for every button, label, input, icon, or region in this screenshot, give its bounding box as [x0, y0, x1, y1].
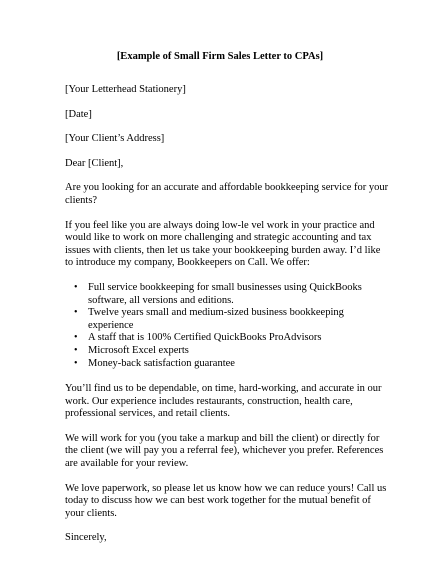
bullet-icon: •	[74, 357, 78, 369]
letter-body	[65, 84, 390, 557]
list-item	[65, 358, 390, 371]
salutation: Dear [Client],	[65, 157, 124, 169]
list-item-text: Money-back satisfaction guarantee	[88, 357, 235, 369]
paragraph-work-arrangement: We will work for you (you take a markup and bill the client) or directly for the client (we will pay you a referral fee), whichever you prefer. References are available for your review.	[65, 432, 384, 470]
paragraph-offer-intro: If you feel like you are always doing low-le vel work in your practice and would like to work on more challenging and strategic accounting and tax issues with clients, then let us take your bookkeeping burden away. I’d like to introduce my company, Bookkeepers on Call. We offer:	[65, 219, 381, 269]
client-address-placeholder: [Your Client’s Address]	[65, 133, 165, 145]
paragraph-call-to-action: We love paperwork, so please let us know how we can reduce yours! Call us today to discuss how we can best work together for the mutual benefit of your clients.	[65, 482, 387, 519]
bullet-icon: •	[74, 307, 78, 319]
list-item-text: Microsoft Excel experts	[88, 344, 189, 356]
list-item	[65, 282, 390, 307]
letterhead-placeholder: [Your Letterhead Stationery]	[65, 84, 186, 95]
bullet-icon: •	[74, 281, 78, 293]
bullet-icon: •	[74, 344, 78, 356]
date-placeholder: [Date]	[65, 108, 92, 120]
list-item	[65, 332, 390, 345]
list-item	[65, 307, 390, 332]
letter-title: [Example of Small Firm Sales Letter to CPAs]	[116, 51, 324, 62]
paragraph-intro-question: Are you looking for an accurate and affordable bookkeeping service for your clients?	[65, 182, 389, 206]
list-item	[65, 345, 390, 358]
list-item-text: A staff that is 100% Certified QuickBooks ProAdvisors	[88, 332, 322, 344]
closing: Sincerely,	[65, 532, 107, 544]
bullet-icon: •	[74, 332, 78, 344]
offerings-list	[65, 282, 390, 370]
paragraph-dependability: You’ll find us to be dependable, on time, hard-working, and accurate in our work. Our experience includes restaurants, construction, health care, professional services, and retail clients.	[65, 383, 382, 420]
list-item-text: Twelve years small and medium-sized business bookkeeping experience	[88, 307, 344, 331]
list-item-text: Full service bookkeeping for small businesses using QuickBooks software, all versions and editions.	[88, 281, 362, 306]
